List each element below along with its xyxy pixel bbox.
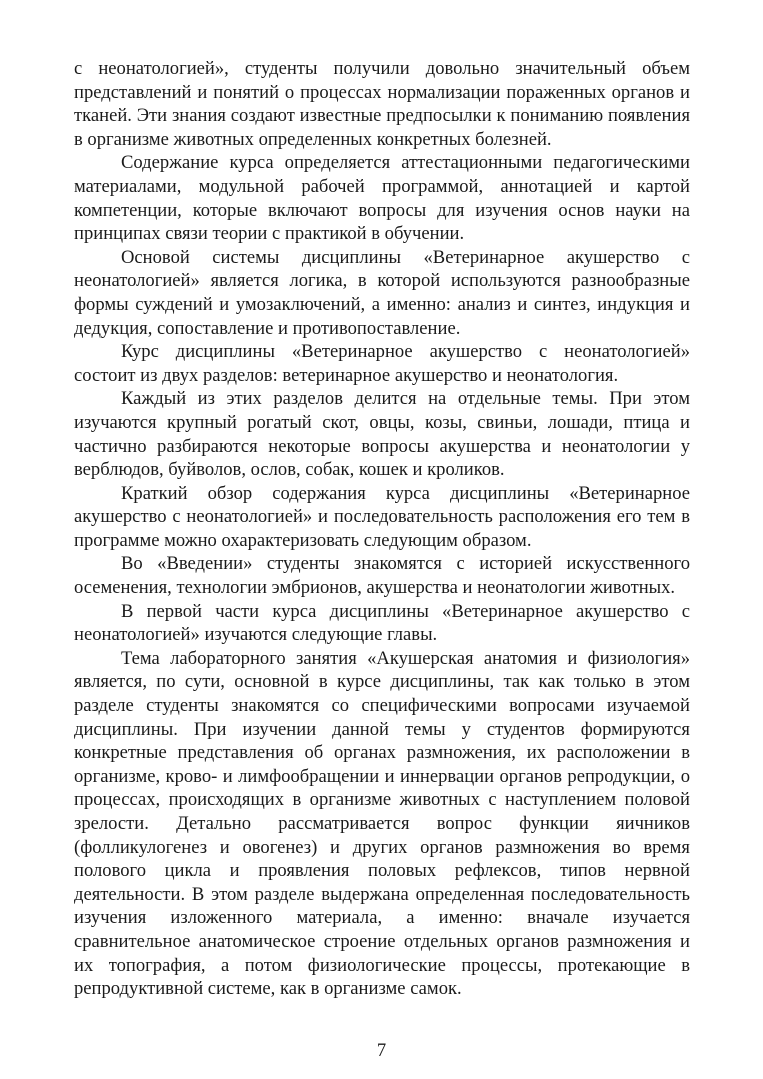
paragraph-1: с неонатологией», студенты получили довольно значительный объем представлений и понятий о процессах нормализации пораженных органов и тканей. Эти знания создают известные предпосылки к пониманию появления в организме животных определенных конкретных болезней. [74, 58, 690, 150]
paragraph-3: Основой системы дисциплины «Ветеринарное акушерство с неонатологией» является логика, в которой используются разнообразные формы суждений и умозаключений, а именно: анализ и синтез, индукция и дедукция, сопоставление и противопоставление. [74, 246, 690, 339]
body-text [74, 57, 690, 1001]
paragraph-6: Краткий обзор содержания курса дисциплины «Ветеринарное акушерство с неонатологией» и последовательность расположения его тем в программе можно охарактеризовать следующим образом. [74, 482, 690, 551]
paragraph-7: Во «Введении» студенты знакомятся с историей искусственного осеменения, технологии эмбрионов, акушерства и неонатологии животных. [74, 553, 690, 599]
paragraph-9: Тема лабораторного занятия «Акушерская анатомия и физиология» является, по сути, основной в курсе дисциплины, так как только в этом разделе студенты знакомятся со специфическими вопросами изучаемой дисциплины. При изучении данной темы у студентов формируются конкретные представления об органах размножения, их расположении в организме, крово- и лимфообращении и иннервации органов репродукции, о процессах, происходящих в организме животных с наступлением половой зрелости. Детально рассматривается вопрос функции яичников (фолликулогенез и овогенез) и других органов размножения во время полового цикла и проявления половых рефлексов, типов нервной деятельности. В этом разделе выдержана определенная последовательность изучения изложенного материала, а именно: вначале изучается сравнительное анатомическое строение отдельных органов размножения и их топография, а потом физиологические процессы, протекающие в репродуктивной системе, как в организме самок. [74, 647, 690, 1000]
page-number: 7 [376, 1040, 387, 1061]
paragraph-8: В первой части курса дисциплины «Ветеринарное акушерство с неонатологией» изучаются следующие главы. [74, 600, 690, 646]
paragraph-2: Содержание курса определяется аттестационными педагогическими материалами, модульной рабочей программой, аннотацией и картой компетенции, которые включают вопросы для изучения основ науки на принципах связи теории с практикой в обучении. [74, 152, 690, 245]
paragraph-4: Курс дисциплины «Ветеринарное акушерство с неонатологией» состоит из двух разделов: ветеринарное акушерство и неонатология. [74, 341, 690, 386]
paragraph-5: Каждый из этих разделов делится на отдельные темы. При этом изучаются крупный рогатый скот, овцы, козы, свиньи, лошади, птица и частично разбираются некоторые вопросы акушерства и неонатологии у верблюдов, буйволов, ослов, собак, кошек и кроликов. [74, 388, 690, 481]
